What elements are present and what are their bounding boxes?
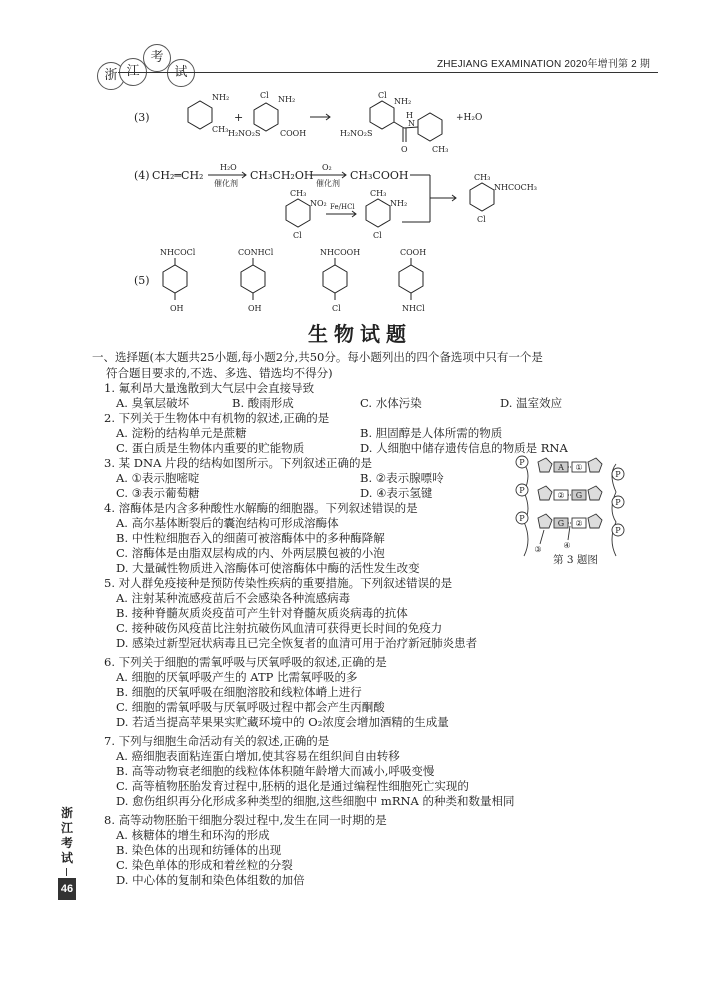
chem-label: Cl	[373, 231, 382, 240]
side-tab-char: 考	[60, 836, 73, 850]
section-title: 生物试题	[308, 322, 412, 346]
benzene-ring	[470, 183, 494, 211]
option: D. 大量碱性物质进入溶酶体可使溶酶体中酶的活性发生改变	[116, 561, 420, 575]
chem-label: Cl	[378, 91, 387, 100]
chem-label: OH	[248, 304, 262, 313]
chem-label: CH₃	[212, 125, 229, 134]
instruction-line-1: 一、选择题(本大题共25小题,每小题2分,共50分。每小题列出的四个备选项中只有一个是	[92, 350, 543, 364]
option: A. ①表示胞嘧啶	[116, 471, 200, 485]
phosphate-label: P	[519, 514, 525, 523]
option: C. 染色单体的形成和着丝粒的分裂	[116, 858, 293, 872]
option: A. 高尔基体断裂后的囊泡结构可形成溶酶体	[116, 516, 339, 530]
header-badge-2: 江	[119, 58, 147, 86]
chem-label: NO₂	[310, 199, 327, 208]
side-tab-char: 试	[60, 851, 73, 865]
option: D. 中心体的复制和染色体组数的加倍	[116, 873, 305, 887]
option: B. 染色体的出现和纺锤体的出现	[116, 843, 282, 857]
chem-label: H₂NO₂S	[228, 129, 261, 138]
question-stem: 4. 溶酶体是内含多种酸性水解酶的细胞器。下列叙述错误的是	[104, 501, 418, 515]
header-badge-1: 浙	[97, 62, 125, 90]
chem-label: OH	[170, 304, 184, 313]
option: A. 臭氧层破坏	[116, 396, 190, 410]
phosphate-label: P	[615, 526, 621, 535]
chem-label: 催化剂	[316, 179, 340, 188]
instructions	[92, 349, 543, 381]
option: C. 溶酶体是由脂双层构成的内、外两层膜包被的小泡	[116, 546, 385, 560]
callout-label: ③	[534, 545, 542, 554]
option: B. ②表示腺嘌呤	[360, 471, 444, 485]
chem-label: Cl	[332, 304, 341, 313]
option: C. 高等植物胚胎发育过程中,胚柄的退化是通过编程性细胞死亡实现的	[116, 779, 469, 793]
callout-label: ④	[563, 541, 571, 550]
chem-label: H₂O	[220, 163, 237, 172]
option: B. 接种脊髓灰质炎疫苗可产生针对脊髓灰质炎病毒的抗体	[116, 606, 408, 620]
phosphate-label: P	[615, 470, 621, 479]
side-tab-char: 江	[60, 821, 73, 835]
option: B. 胆固醇是人体所需的物质	[360, 426, 503, 440]
chem-label: N	[408, 119, 415, 128]
chem-label: CH₃	[432, 145, 449, 154]
side-tab-rule	[66, 868, 67, 876]
option: A. 细胞的厌氧呼吸产生的 ATP 比需氧呼吸的多	[116, 670, 358, 684]
base-label: G	[557, 519, 565, 528]
phosphate-label: P	[615, 498, 621, 507]
benzene-ring	[418, 113, 442, 141]
benzene-ring	[163, 265, 187, 293]
reaction-5-label: (5)	[134, 274, 150, 287]
option: D. 若适当提高苹果果实贮藏环境中的 O₂浓度会增加酒精的生成量	[116, 715, 449, 729]
header-badge-4: 试	[167, 59, 195, 87]
chem-label: CH₃	[370, 189, 387, 198]
chem-label: H₂NO₂S	[340, 129, 373, 138]
question-stem: 6. 下列关于细胞的需氧呼吸与厌氧呼吸的叙述,正确的是	[104, 655, 387, 669]
benzene-ring	[366, 199, 390, 227]
chem-label: NH₂	[212, 93, 230, 102]
reaction-3-label: (3)	[134, 111, 150, 124]
chem-label: CH₃CH₂OH	[250, 169, 314, 182]
base-label: G	[575, 491, 583, 500]
chem-label: +H₂O	[456, 113, 483, 123]
instruction-line-2: 符合题目要求的,不选、多选、错选均不得分)	[106, 366, 333, 380]
chemistry-figure	[0, 0, 720, 320]
chem-label: Cl	[260, 91, 269, 100]
figure-caption: 第 3 题图	[553, 554, 598, 566]
phosphate-label: P	[519, 486, 525, 495]
header-badge-3: 考	[143, 44, 171, 72]
chem-label: O	[401, 145, 408, 154]
option: C. 细胞的需氧呼吸与厌氧呼吸过程中都会产生丙酮酸	[116, 700, 385, 714]
chem-label: NH₂	[394, 97, 412, 106]
base-label: ②	[557, 491, 565, 500]
option: D. 温室效应	[500, 396, 563, 410]
reaction-4-label: (4)	[134, 169, 150, 182]
chem-label: Cl	[293, 231, 302, 240]
chem-label: NHCOOH	[320, 248, 361, 257]
chem-label: CONHCl	[238, 248, 274, 257]
chem-label: NH₂	[278, 95, 296, 104]
benzene-ring	[241, 265, 265, 293]
benzene-ring	[323, 265, 347, 293]
base-label: ①	[575, 463, 583, 472]
chem-label: Fe/HCl	[330, 203, 355, 211]
running-title: ZHEJIANG EXAMINATION 2020年增刊第 2 期	[437, 59, 651, 70]
option: C. 蛋白质是生物体内重要的贮能物质	[116, 441, 305, 455]
phosphate-label: P	[519, 458, 525, 467]
chem-label: Cl	[477, 215, 486, 224]
option: B. 酸雨形成	[232, 396, 294, 410]
chem-label: NHCOCH₃	[494, 183, 537, 192]
question-stem: 3. 某 DNA 片段的结构如图所示。下列叙述正确的是	[104, 456, 373, 470]
chem-label: O₂	[322, 163, 332, 172]
question-stem: 7. 下列与细胞生命活动有关的叙述,正确的是	[104, 734, 330, 748]
chem-label: NHCl	[402, 304, 425, 313]
chem-label: COOH	[400, 248, 427, 257]
side-tab-char: 浙	[60, 806, 73, 820]
chem-label: CH₃	[290, 189, 307, 198]
base-label: A	[558, 463, 564, 472]
question-stem: 1. 氟利昂大量逸散到大气层中会直接导致	[104, 381, 315, 395]
plus-sign: +	[234, 111, 244, 124]
option: B. 高等动物衰老细胞的线粒体体积随年龄增大而减小,呼吸变慢	[116, 764, 435, 778]
chem-label: CH₂═CH₂	[152, 169, 204, 182]
benzene-ring	[254, 103, 278, 131]
option: B. 细胞的厌氧呼吸在细胞溶胶和线粒体嵴上进行	[116, 685, 362, 699]
option: C. 水体污染	[360, 396, 422, 410]
chem-label: NHCOCl	[160, 248, 196, 257]
option: C. 接种破伤风疫苗比注射抗破伤风血清可获得更长时间的免疫力	[116, 621, 443, 635]
question-stem: 8. 高等动物胚胎干细胞分裂过程中,发生在同一时期的是	[104, 813, 387, 827]
benzene-ring	[286, 199, 310, 227]
option: A. 癌细胞表面粘连蛋白增加,使其容易在组织间自由转移	[116, 749, 400, 763]
option: A. 核糖体的增生和环沟的形成	[116, 828, 270, 842]
option: D. 人细胞中储存遗传信息的物质是 RNA	[360, 441, 568, 455]
option: C. ③表示葡萄糖	[116, 486, 200, 500]
chem-label: H	[406, 111, 413, 120]
option: D. ④表示氢键	[360, 486, 433, 500]
benzene-ring	[399, 265, 423, 293]
option: A. 注射某种流感疫苗后不会感染各种流感病毒	[116, 591, 351, 605]
chem-label: 催化剂	[214, 179, 238, 188]
benzene-ring	[370, 101, 394, 129]
base-label: ②	[575, 519, 583, 528]
benzene-ring	[188, 101, 212, 129]
chem-label: CH₃COOH	[350, 169, 409, 182]
question-stem: 5. 对人群免疫接种是预防传染性疾病的重要措施。下列叙述错误的是	[104, 576, 453, 590]
page-number: 46	[58, 878, 76, 900]
chem-label: NH₂	[390, 199, 408, 208]
option: D. 愈伤组织再分化形成多种类型的细胞,这些细胞中 mRNA 的种类和数量相同	[116, 794, 515, 808]
chem-label: CH₃	[474, 173, 491, 182]
option: D. 感染过新型冠状病毒且已完全恢复者的血清可用于治疗新冠肺炎患者	[116, 636, 478, 650]
option: A. 淀粉的结构单元是蔗糖	[116, 426, 247, 440]
chem-label: COOH	[280, 129, 307, 138]
question-stem: 2. 下列关于生物体中有机物的叙述,正确的是	[104, 411, 330, 425]
option: B. 中性粒细胞吞入的细菌可被溶酶体中的多种酶降解	[116, 531, 385, 545]
